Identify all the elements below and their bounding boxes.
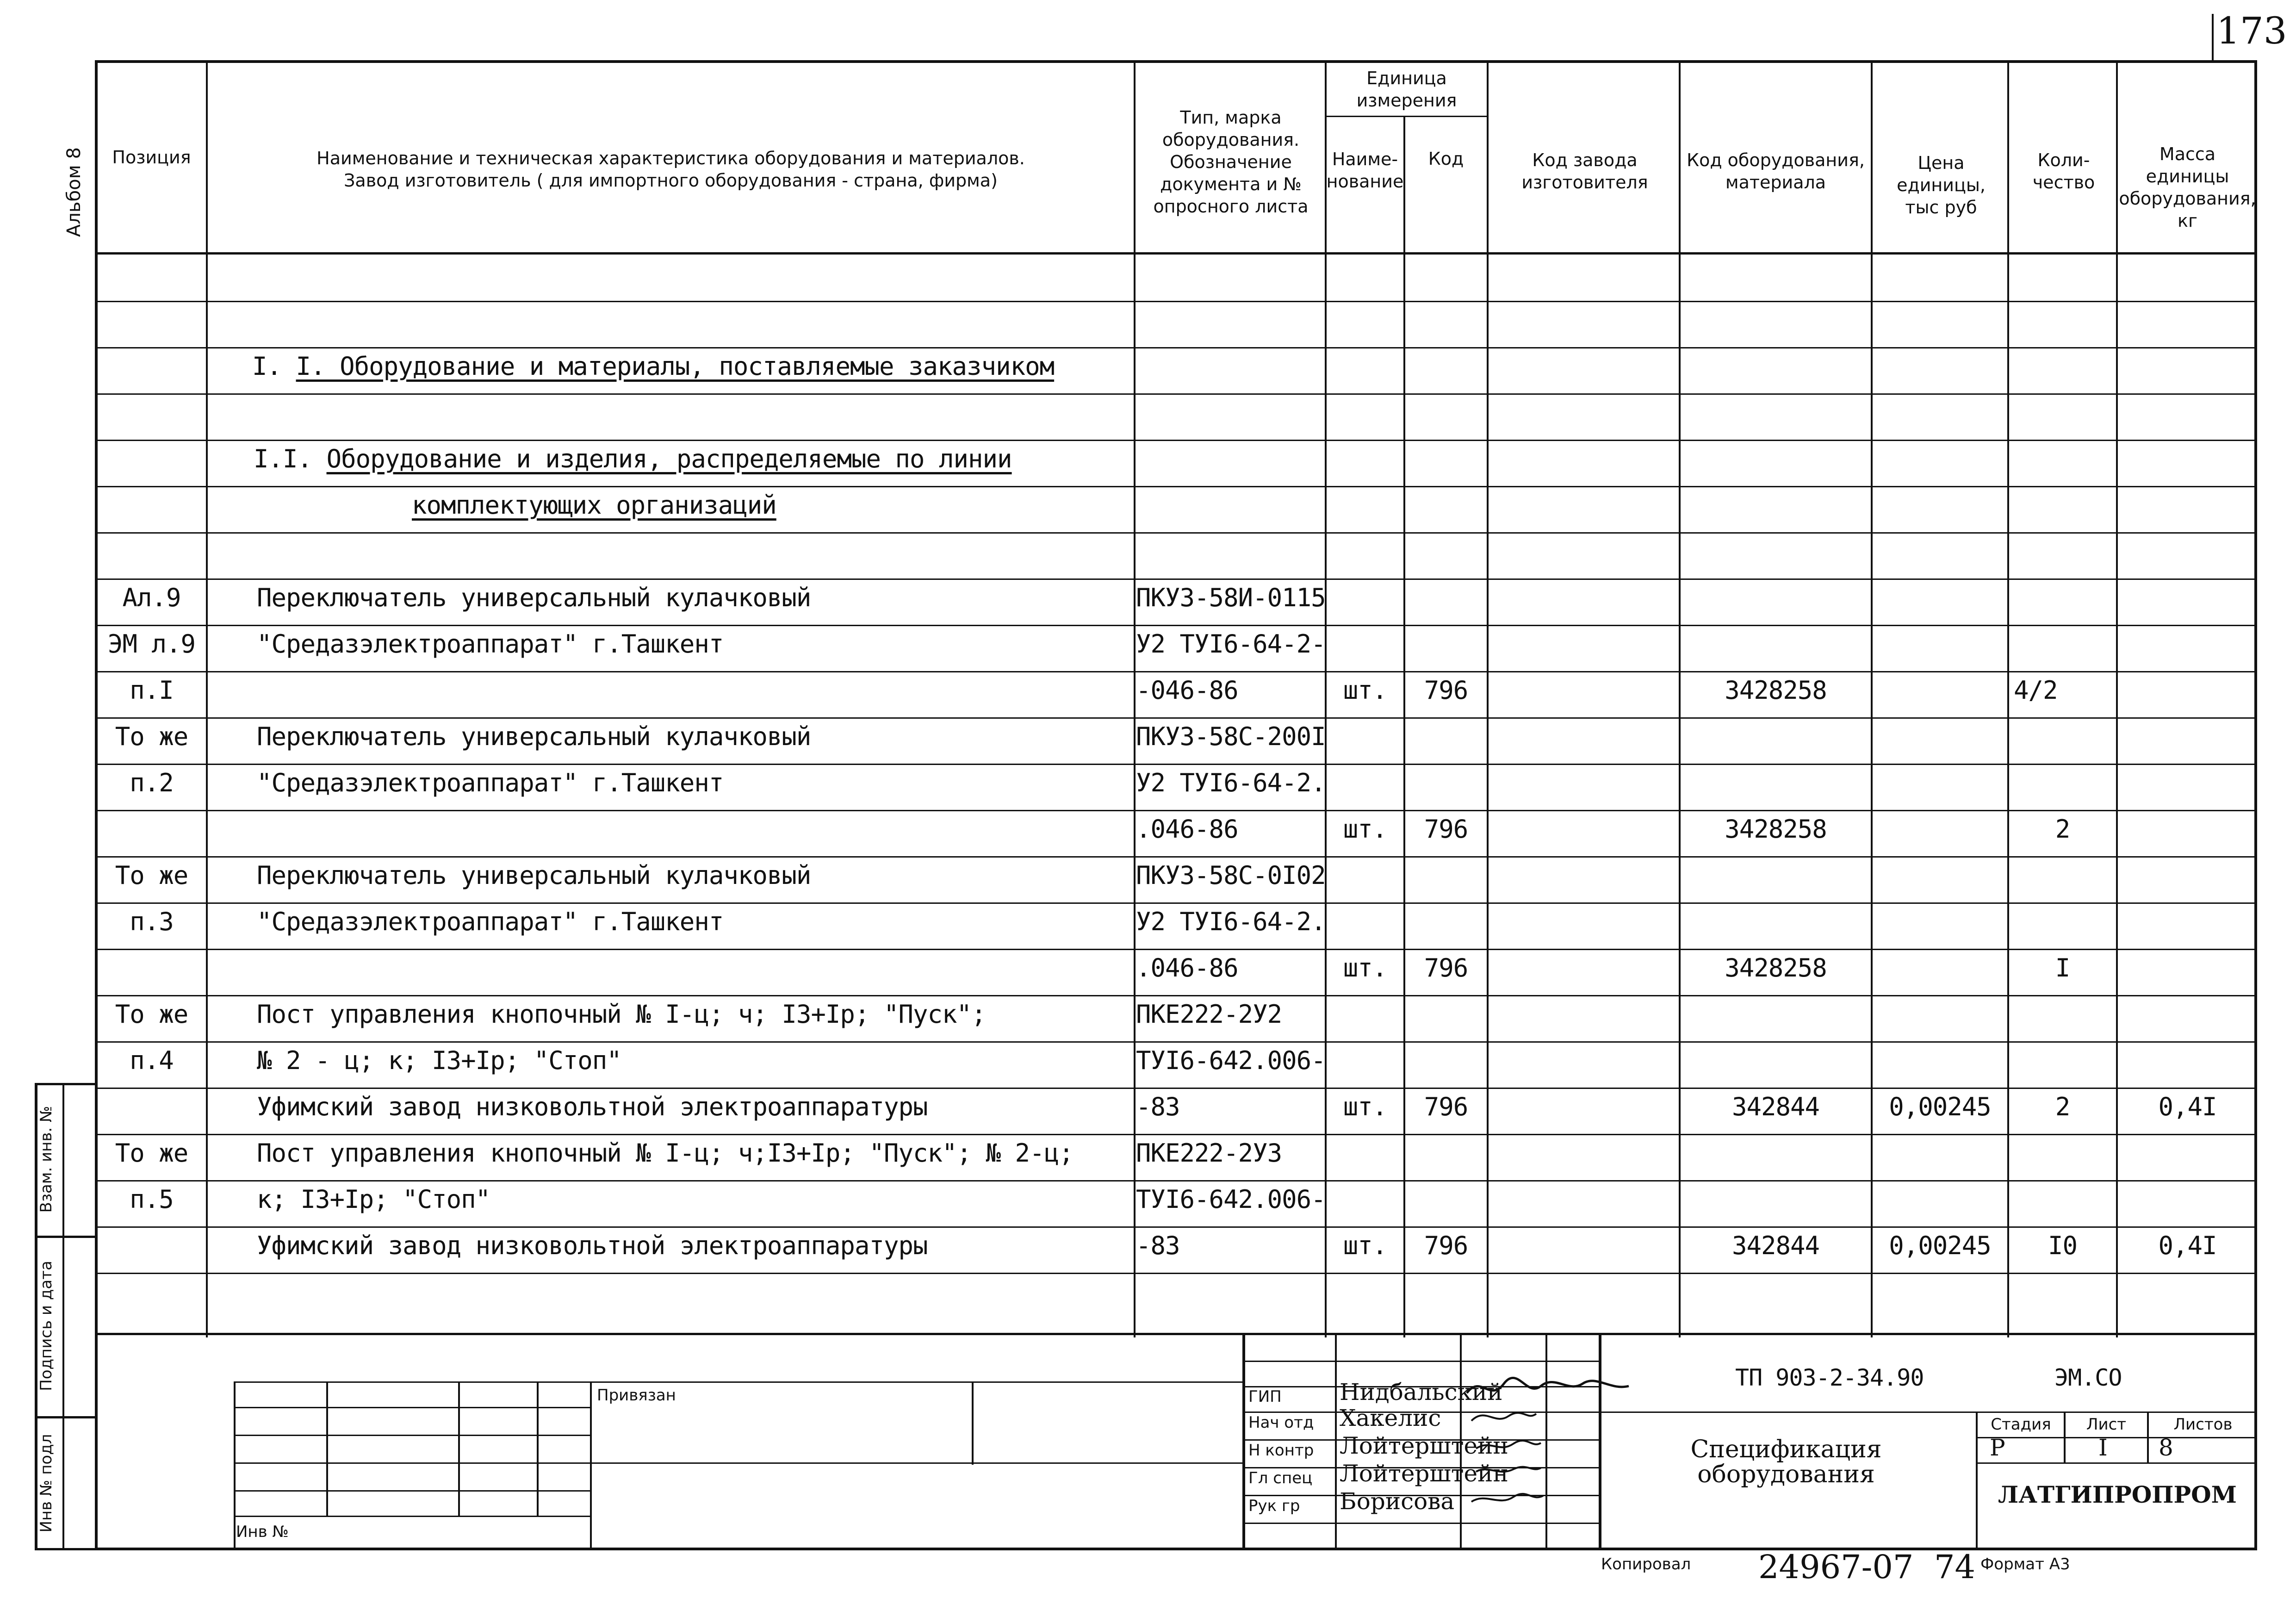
col-line <box>206 60 208 1337</box>
sheet-value: I <box>2098 1434 2108 1461</box>
row-line <box>95 764 2257 765</box>
name-ruk-gr: Борисова <box>1340 1488 1455 1515</box>
role-gip: ГИП <box>1248 1387 1282 1406</box>
cell-type: ТУI6-642.006- <box>1136 1185 1326 1214</box>
doc-title: Спецификация оборудования <box>1690 1436 1882 1488</box>
header-unit-code: Код <box>1428 149 1464 169</box>
cell-type: ПКУЗ-58И-0115 <box>1136 583 1326 612</box>
sheets-value: 8 <box>2159 1434 2173 1461</box>
col-line <box>1871 60 1873 1337</box>
cell-pos: п.2 <box>130 768 174 797</box>
row-line <box>95 347 2257 348</box>
inv-no-label: Инв № <box>236 1523 289 1541</box>
cell-type: .046-86 <box>1136 953 1238 983</box>
cell-code: 796 <box>1424 1231 1468 1260</box>
cell-name: Уфимский завод низковольтной электроаппаратуры <box>257 1092 928 1121</box>
cell-mass: 0,4I <box>2158 1092 2217 1121</box>
cell-pos: То же <box>115 1000 188 1029</box>
main-frame <box>95 60 2257 1550</box>
cell-pos: То же <box>115 861 188 890</box>
doc-code: ТП 903-2-34.90 <box>1735 1364 1924 1391</box>
signatures-drawing <box>1462 1365 1638 1518</box>
cell-qty: I0 <box>2048 1231 2078 1260</box>
row-line <box>95 1226 2257 1228</box>
stamp-line <box>1976 1437 2257 1438</box>
cell-unit: шт. <box>1343 815 1387 844</box>
header-name-line1: Наименование и техническая характеристика оборудования и материалов. <box>316 148 1025 168</box>
row-line <box>95 902 2257 904</box>
cell-qty: 4/2 <box>2014 676 2058 705</box>
cell-unit: шт. <box>1343 953 1387 983</box>
col-line <box>1487 60 1489 1337</box>
sheet-number-mark <box>2212 14 2214 60</box>
cell-type: У2 ТУI6-64-2. <box>1136 768 1326 797</box>
header-mass: Масса единицы оборудования, кг <box>2119 144 2256 231</box>
side-block-line <box>35 1236 97 1238</box>
header-position: Позиция <box>112 147 191 168</box>
role-ruk-gr: Рук гр <box>1248 1497 1300 1515</box>
cell-code: 796 <box>1424 815 1468 844</box>
stamp-line <box>590 1381 592 1550</box>
side-vzam: Взам. инв. № <box>37 1106 56 1213</box>
row-line <box>95 393 2257 395</box>
page-number: 74 <box>1934 1548 1976 1586</box>
cell-type: .046-86 <box>1136 815 1238 844</box>
cell-name: к; I3+Iр; "Стоп" <box>257 1185 490 1214</box>
side-block-line <box>35 1083 97 1085</box>
stage-value: Р <box>1990 1434 2005 1461</box>
row-line <box>95 625 2257 626</box>
cell-name: "Средазэлектроаппарат" г.Ташкент <box>257 907 724 936</box>
header-unit-name: Наиме- нование <box>1326 149 1404 192</box>
cell-name: Переключатель универсальный кулачковый <box>257 722 811 751</box>
cell-unit: шт. <box>1343 1231 1387 1260</box>
col-line <box>1403 116 1405 1337</box>
cell-name: Переключатель универсальный кулачковый <box>257 583 811 612</box>
cell-pos: п.4 <box>130 1046 174 1075</box>
col-line <box>1134 60 1136 1337</box>
cell-qty: 2 <box>2055 815 2070 844</box>
header-unit: Единица измерения <box>1356 68 1457 111</box>
row-line <box>95 486 2257 487</box>
cell-type: ПКЕ222-2У2 <box>1136 1000 1282 1029</box>
role-nach-otd: Нач отд <box>1248 1413 1314 1432</box>
cell-equip: 3428258 <box>1725 953 1827 983</box>
row-line <box>95 1088 2257 1089</box>
album-label: Альбом 8 <box>63 147 85 237</box>
name-nach-otd: Хакелис <box>1340 1405 1441 1431</box>
cell-pos: То же <box>115 1138 188 1168</box>
stamp-line <box>1335 1333 1337 1550</box>
cell-pos: То же <box>115 722 188 751</box>
cell-code: 796 <box>1424 953 1468 983</box>
cell-equip: 342844 <box>1731 1231 1820 1260</box>
row-line <box>95 301 2257 302</box>
stamp-line <box>234 1516 590 1517</box>
cell-type: ПКЕ222-2УЗ <box>1136 1138 1282 1168</box>
side-inv-podl: Инв № подл <box>37 1434 56 1533</box>
copied-label: Копировал <box>1601 1555 1691 1573</box>
row-line <box>95 671 2257 672</box>
sheet-number: 173 <box>2216 9 2287 52</box>
header-bottom-line <box>95 252 2257 255</box>
row-line <box>95 1134 2257 1135</box>
stamp-line <box>972 1381 974 1465</box>
header-name <box>208 147 1134 192</box>
cell-pos: Ал.9 <box>122 583 181 612</box>
stamp-line <box>234 1381 236 1550</box>
cell-mass: 0,4I <box>2158 1231 2217 1260</box>
stamp-line <box>1242 1523 1599 1524</box>
cell-type: -83 <box>1136 1092 1180 1121</box>
cell-name: № 2 - ц; к; I3+Iр; "Стоп" <box>257 1046 621 1075</box>
stamp-line <box>1976 1462 2257 1464</box>
row-line <box>95 1273 2257 1274</box>
name-gip: Нидбальский <box>1340 1379 1503 1405</box>
row-line <box>95 440 2257 441</box>
stamp-line <box>458 1381 460 1516</box>
stamp-line <box>234 1381 1242 1383</box>
side-podpis: Подпись и дата <box>37 1261 56 1391</box>
cell-type: У2 ТУI6-64-2- <box>1136 629 1326 659</box>
name-gl-spec: Лойтерштейн <box>1340 1460 1508 1487</box>
cell-name: "Средазэлектроаппарат" г.Ташкент <box>257 629 724 659</box>
section-1-title: I. I. Оборудование и материалы, поставляемые заказчиком <box>252 352 1055 381</box>
stamp-line <box>326 1381 328 1516</box>
cell-code: 796 <box>1424 1092 1468 1121</box>
cell-qty: I <box>2055 953 2070 983</box>
cell-type: ТУI6-642.006- <box>1136 1046 1326 1075</box>
row-line <box>95 578 2257 580</box>
stamp-line <box>590 1462 1242 1464</box>
cell-unit: шт. <box>1343 676 1387 705</box>
cell-name: Уфимский завод низковольтной электроаппаратуры <box>257 1231 928 1260</box>
cell-unit: шт. <box>1343 1092 1387 1121</box>
role-n-kontr: Н контр <box>1248 1441 1314 1460</box>
row-line <box>95 810 2257 811</box>
cell-type: -046-86 <box>1136 676 1238 705</box>
section-1-1-title: I.I. Оборудование и изделия, распределяемые по линии <box>254 444 1012 473</box>
name-n-kontr: Лойтерштейн <box>1340 1432 1508 1459</box>
side-block-line <box>35 1548 97 1550</box>
cell-pos: п.5 <box>130 1185 174 1214</box>
stamp-line <box>1242 1361 1599 1362</box>
side-block-line <box>62 1083 64 1550</box>
section-1-1-title-line2: комплектующих организаций <box>412 491 776 520</box>
cell-type: ПКУЗ-58С-200I <box>1136 722 1326 751</box>
cell-type: -83 <box>1136 1231 1180 1260</box>
header-price: Цена единицы, тыс руб <box>1897 153 1986 218</box>
header-quantity: Коли- чество <box>2032 150 2095 193</box>
row-line <box>95 1041 2257 1043</box>
row-line <box>95 949 2257 950</box>
header-type-mark: Тип, марка оборудования. Обозначение документа и № опросного листа <box>1153 107 1309 217</box>
doc-mark: ЭМ.СО <box>2054 1364 2122 1391</box>
cell-qty: 2 <box>2055 1092 2070 1121</box>
cell-name: Пост управления кнопочный № I-ц; ч; I3+Iр; "Пуск"; <box>257 1000 986 1029</box>
row-line <box>95 717 2257 719</box>
privyazan-label: Привязан <box>597 1386 676 1405</box>
inventory-number: 24967-07 <box>1758 1548 1914 1586</box>
cell-equip: 3428258 <box>1725 676 1827 705</box>
cell-code: 796 <box>1424 676 1468 705</box>
cell-price: 0,00245 <box>1889 1092 1991 1121</box>
row-line <box>95 532 2257 534</box>
cell-equip: 342844 <box>1731 1092 1820 1121</box>
cell-price: 0,00245 <box>1889 1231 1991 1260</box>
header-name-line2: Завод изготовитель ( для импортного оборудования - страна, фирма) <box>344 170 998 191</box>
header-equip-code: Код оборудования, материала <box>1687 150 1865 193</box>
cell-name: Переключатель универсальный кулачковый <box>257 861 811 890</box>
cell-type: ПКУЗ-58С-0I02 <box>1136 861 1326 890</box>
row-line <box>95 856 2257 858</box>
stamp-line <box>537 1381 539 1516</box>
cell-name: Пост управления кнопочный № I-ц; ч;I3+Iр; "Пуск"; № 2-ц; <box>257 1138 1074 1168</box>
cell-equip: 3428258 <box>1725 815 1827 844</box>
cell-pos: п.I <box>130 676 174 705</box>
role-gl-spec: Гл спец <box>1248 1469 1313 1487</box>
sheet-label: Лист <box>2086 1415 2127 1434</box>
org-name: ЛАТГИПРОПРОМ <box>1998 1481 2237 1508</box>
cell-name: "Средазэлектроаппарат" г.Ташкент <box>257 768 724 797</box>
table-bottom-line <box>95 1333 2257 1335</box>
stamp-line <box>1599 1412 2257 1413</box>
cell-pos: п.3 <box>130 907 174 936</box>
row-line <box>95 995 2257 996</box>
sheets-label: Листов <box>2173 1415 2233 1434</box>
row-line <box>95 1180 2257 1181</box>
stamp-line <box>1242 1333 1245 1550</box>
cell-pos: ЭМ л.9 <box>107 629 196 659</box>
cell-type: У2 ТУI6-64-2. <box>1136 907 1326 936</box>
header-plant-code: Код завода изготовителя <box>1521 150 1648 193</box>
format-label: Формат А3 <box>1980 1555 2070 1573</box>
stage-label: Стадия <box>1991 1415 2051 1434</box>
